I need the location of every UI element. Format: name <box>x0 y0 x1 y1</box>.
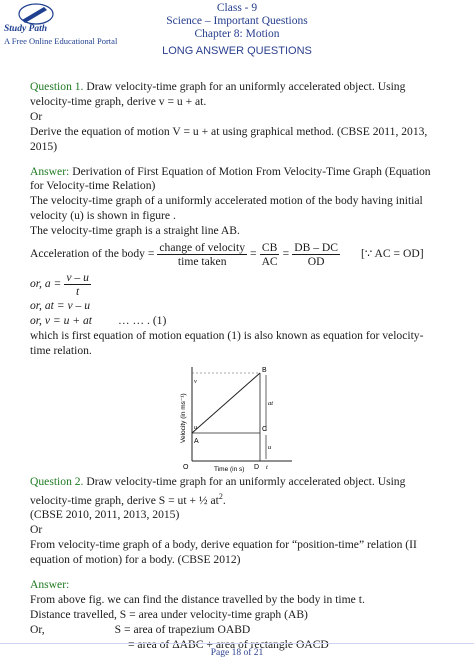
accel-lhs: Acceleration of the body = <box>30 246 155 260</box>
a1-line5: The velocity-time graph is a straight line AB. <box>30 224 240 238</box>
or-a-prefix: or, a = <box>30 276 62 290</box>
a2-trapezium: S = area of trapezium OABD <box>114 622 251 636</box>
frac3-num: DB – DC <box>294 240 339 254</box>
x-axis-label: Time (in s) <box>214 465 245 473</box>
page-header <box>0 0 474 57</box>
equals-2: = <box>282 246 290 260</box>
q2-sup: 2 <box>218 491 223 501</box>
a1-line3: The velocity-time graph of a uniformly accelerated motion of the body having initial <box>30 194 423 208</box>
q1-or: Or <box>30 109 43 123</box>
a1-line2: for Velocity-time Relation) <box>30 179 156 193</box>
a1-label: Answer: <box>30 164 70 178</box>
a1-line1 <box>30 165 446 180</box>
v-left-label: v <box>194 377 197 385</box>
q1-label: Question 1. <box>30 80 84 93</box>
a1-line4: velocity (u) is shown in figure . <box>30 209 176 223</box>
frac3-den: OD <box>307 254 325 268</box>
v-eq-lhs: or, v = u + at <box>30 313 93 327</box>
q1-line2: velocity-time graph, derive v = u + at. <box>30 94 207 108</box>
q2-alt-line1: From velocity-time graph of a body, derive equation for “position-time” relation (II <box>30 538 417 552</box>
line-ab <box>192 373 260 433</box>
logo-brand: Study Path <box>4 24 48 34</box>
q2-text: Draw velocity-time graph for an uniformly accelerated object. Using <box>83 474 406 488</box>
q1-text: Draw velocity-time graph for an uniformly accelerated object. Using <box>83 80 406 93</box>
a1-text: Derivation of First Equation of Motion From Velocity-Time Graph (Equation <box>69 164 431 178</box>
q2-line3: (CBSE 2010, 2011, 2013, 2015) <box>30 508 180 522</box>
q1-line1 <box>30 80 446 95</box>
equals-1: = <box>250 246 257 260</box>
page-number: Page 18 of 21 <box>210 648 264 658</box>
v-equation <box>30 314 446 329</box>
fraction-change-velocity <box>157 241 247 268</box>
content <box>30 80 446 653</box>
q2-or: Or <box>30 523 43 537</box>
subject-line: Science – Important Questions <box>166 15 308 27</box>
frac1-num: change of velocity <box>159 240 246 254</box>
origin-label: O <box>183 463 189 471</box>
q2-text2: velocity-time graph, derive S = ut + ½ at <box>30 493 219 507</box>
u-right-label: u <box>268 443 272 451</box>
v-eq-number: … … . (1) <box>118 313 167 327</box>
q2-label: Question 2. <box>30 474 84 488</box>
a2-line4: = area of ΔABC + area of rectangle OACD <box>128 637 329 651</box>
velocity-time-graph <box>178 363 296 475</box>
class-line: Class - 9 <box>216 2 258 14</box>
q2-alt-line2: equation of motion) for a body. (CBSE 2012) <box>30 553 241 567</box>
point-d-label: D <box>254 463 260 471</box>
point-a-label: A <box>194 437 199 445</box>
frac1-den: time taken <box>177 254 227 268</box>
u-left-label: u <box>194 423 198 431</box>
chapter-line: Chapter 8: Motion <box>194 28 280 40</box>
fraction-db-dc-od <box>292 241 340 268</box>
q1-alt-line2: 2015) <box>30 139 58 153</box>
since-bracket: [∵ AC = OD] <box>361 246 424 260</box>
fraction-v-u-t <box>64 271 91 298</box>
acceleration-equation <box>30 239 446 269</box>
footer-divider <box>0 643 474 644</box>
frac4-num: v – u <box>66 270 89 284</box>
frac2-den: AC <box>261 254 278 268</box>
frac4-den: t <box>76 284 80 298</box>
q1-alt-line1: Derive the equation of motion V = u + at using graphical method. (CBSE 2011, 2013, <box>30 124 428 138</box>
q2-line2 <box>30 490 446 509</box>
at-label: at <box>268 399 274 407</box>
q2-text2-end: . <box>222 493 226 507</box>
a2-line2: Distance travelled, S = area under velocity-time graph (AB) <box>30 607 308 621</box>
point-b-label: B <box>262 366 267 374</box>
a2-line1: From above fig. we can find the distance travelled by the body in time t. <box>30 592 365 606</box>
fraction-cb-ac <box>260 241 280 268</box>
logo-tagline: A Free Online Educational Portal <box>4 36 118 46</box>
frac2-num: CB <box>261 240 278 254</box>
section-title: LONG ANSWER QUESTIONS <box>162 45 312 57</box>
a1-line7: time relation. <box>30 343 92 357</box>
q2-line1 <box>30 475 446 490</box>
at-equation: or, at = v – u <box>30 299 90 313</box>
t-label: t <box>266 463 268 471</box>
a2-or: Or, <box>30 622 45 636</box>
figure-wrap <box>30 359 446 475</box>
point-c-label: C <box>262 425 268 433</box>
y-axis-label: Velocity (in ms⁻¹) <box>180 393 187 443</box>
a2-line3 <box>30 623 446 638</box>
a2-label: Answer: <box>30 577 70 591</box>
a-equation <box>30 269 446 299</box>
a1-line6: which is first equation of motion equation (1) is also known as equation for velocity- <box>30 328 424 342</box>
